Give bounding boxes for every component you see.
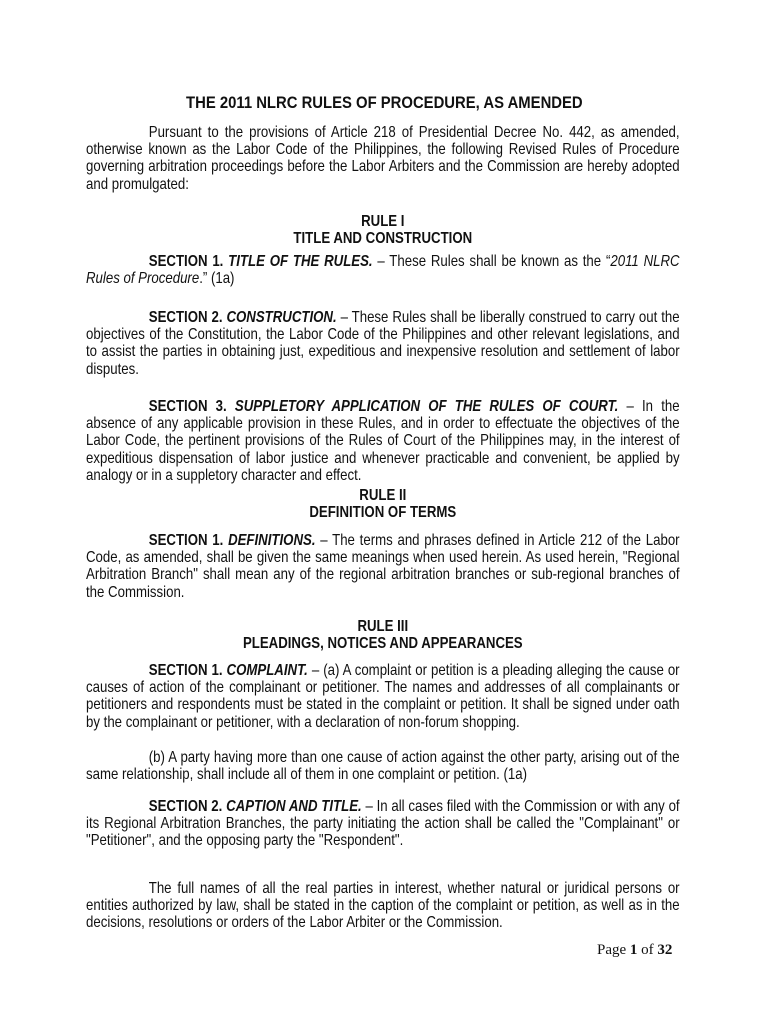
section-heading: TITLE OF THE RULES. — [228, 253, 373, 270]
rule-3-section-2 — [86, 798, 680, 850]
page-word: Page — [597, 942, 627, 958]
total-pages: 32 — [657, 942, 673, 958]
section-text: – These Rules shall be known as the “ — [372, 253, 611, 270]
of-word: of — [641, 942, 654, 958]
section-heading: CAPTION AND TITLE. — [226, 798, 362, 815]
section-label: SECTION 1. — [148, 253, 224, 270]
rule-1-section-3 — [86, 398, 680, 484]
section-heading: CONSTRUCTION. — [226, 309, 337, 326]
rule-3-section-2-paragraph: The full names of all the real parties in interest, whether natural or juridical persons or entities authorized by law, shall be stated in the caption of the complaint or petition, as well as in the decisions, resolutions or orders of the Labor Arbiter or the Commission. — [86, 880, 680, 932]
rule-heading: TITLE AND CONSTRUCTION — [293, 230, 473, 248]
rule-heading: DEFINITION OF TERMS — [309, 504, 457, 522]
section-heading: DEFINITIONS. — [228, 532, 316, 549]
section-label: SECTION 2. — [148, 798, 223, 815]
section-text: – In the absence of any applicable provision in these Rules, and in order to effectuate the objectives of the Labor Code, the pertinent provisions of the Rules of Court of the Philippines may, in the interest of expeditious dispensation of labor justice and whenever practicable and convenient, be applied by analogy or in a suppletory character and effect. — [86, 398, 680, 484]
rule-1-section-2 — [86, 309, 680, 378]
section-heading: SUPPLETORY APPLICATION OF THE RULES OF COURT. — [234, 398, 619, 415]
section-label: SECTION 3. — [148, 398, 227, 415]
current-page: 1 — [629, 942, 638, 958]
section-text: – (a) A complaint or petition is a pleading alleging the cause or causes of action of the complainant or petitioner. The names and addresses of all complainants or petitioners and respondents must be stated in the complaint or petition. It shall be signed under oath by the complainant or petitioner, with a declaration of non-forum shopping. — [86, 662, 680, 731]
section-text: – The terms and phrases defined in Article 212 of the Labor Code, as amended, shall be given the same meanings when used herein. As used herein, "Regional Arbitration Branch" shall mean any of the regional arbitration branches or sub-regional branches of the Commission. — [86, 532, 680, 601]
rule-number: RULE II — [359, 487, 407, 504]
rule-3-section-1-b: (b) A party having more than one cause of action against the other party, arising out of the same relationship, shall include all of them in one complaint or petition. (1a) — [86, 749, 680, 784]
rule-2-header — [86, 487, 680, 521]
section-italic-text: 2011 NLRC Rules of Procedure — [86, 253, 680, 288]
page-number — [597, 942, 672, 959]
section-label: SECTION 2. — [148, 309, 223, 326]
rule-3-header — [86, 618, 680, 652]
section-heading: COMPLAINT. — [226, 662, 308, 679]
section-label: SECTION 1. — [148, 662, 223, 679]
rule-heading: PLEADINGS, NOTICES AND APPEARANCES — [242, 635, 523, 653]
rule-3-section-1 — [86, 662, 680, 731]
rule-2-section-1 — [86, 532, 680, 601]
section-text: .” (1a) — [199, 270, 235, 288]
rule-number: RULE III — [357, 618, 409, 635]
rule-1-section-1 — [86, 253, 680, 287]
section-text: – These Rules shall be liberally construed to carry out the objectives of the Constitution, the Labor Code of the Philippines and other relevant legislations, and to assist the parties in obtaining just, expeditious and inexpensive resolution and settlement of labor disputes. — [86, 309, 680, 378]
intro-paragraph: Pursuant to the provisions of Article 218 of Presidential Decree No. 442, as amended, otherwise known as the Labor Code of the Philippines, the following Revised Rules of Procedure governing arbitration proceedings before the Labor Arbiters and the Commission are hereby adopted and promulgated: — [86, 124, 680, 193]
section-label: SECTION 1. — [148, 532, 224, 549]
rule-number: RULE I — [361, 213, 405, 230]
document-title: THE 2011 NLRC RULES OF PROCEDURE, AS AMENDED — [185, 94, 583, 112]
section-text: – In all cases filed with the Commission or with any of its Regional Arbitration Branches, the party initiating the action shall be called the "Complainant" or "Petitioner", and the opposing party the "Respondent". — [86, 798, 680, 850]
rule-1-header — [86, 213, 680, 247]
